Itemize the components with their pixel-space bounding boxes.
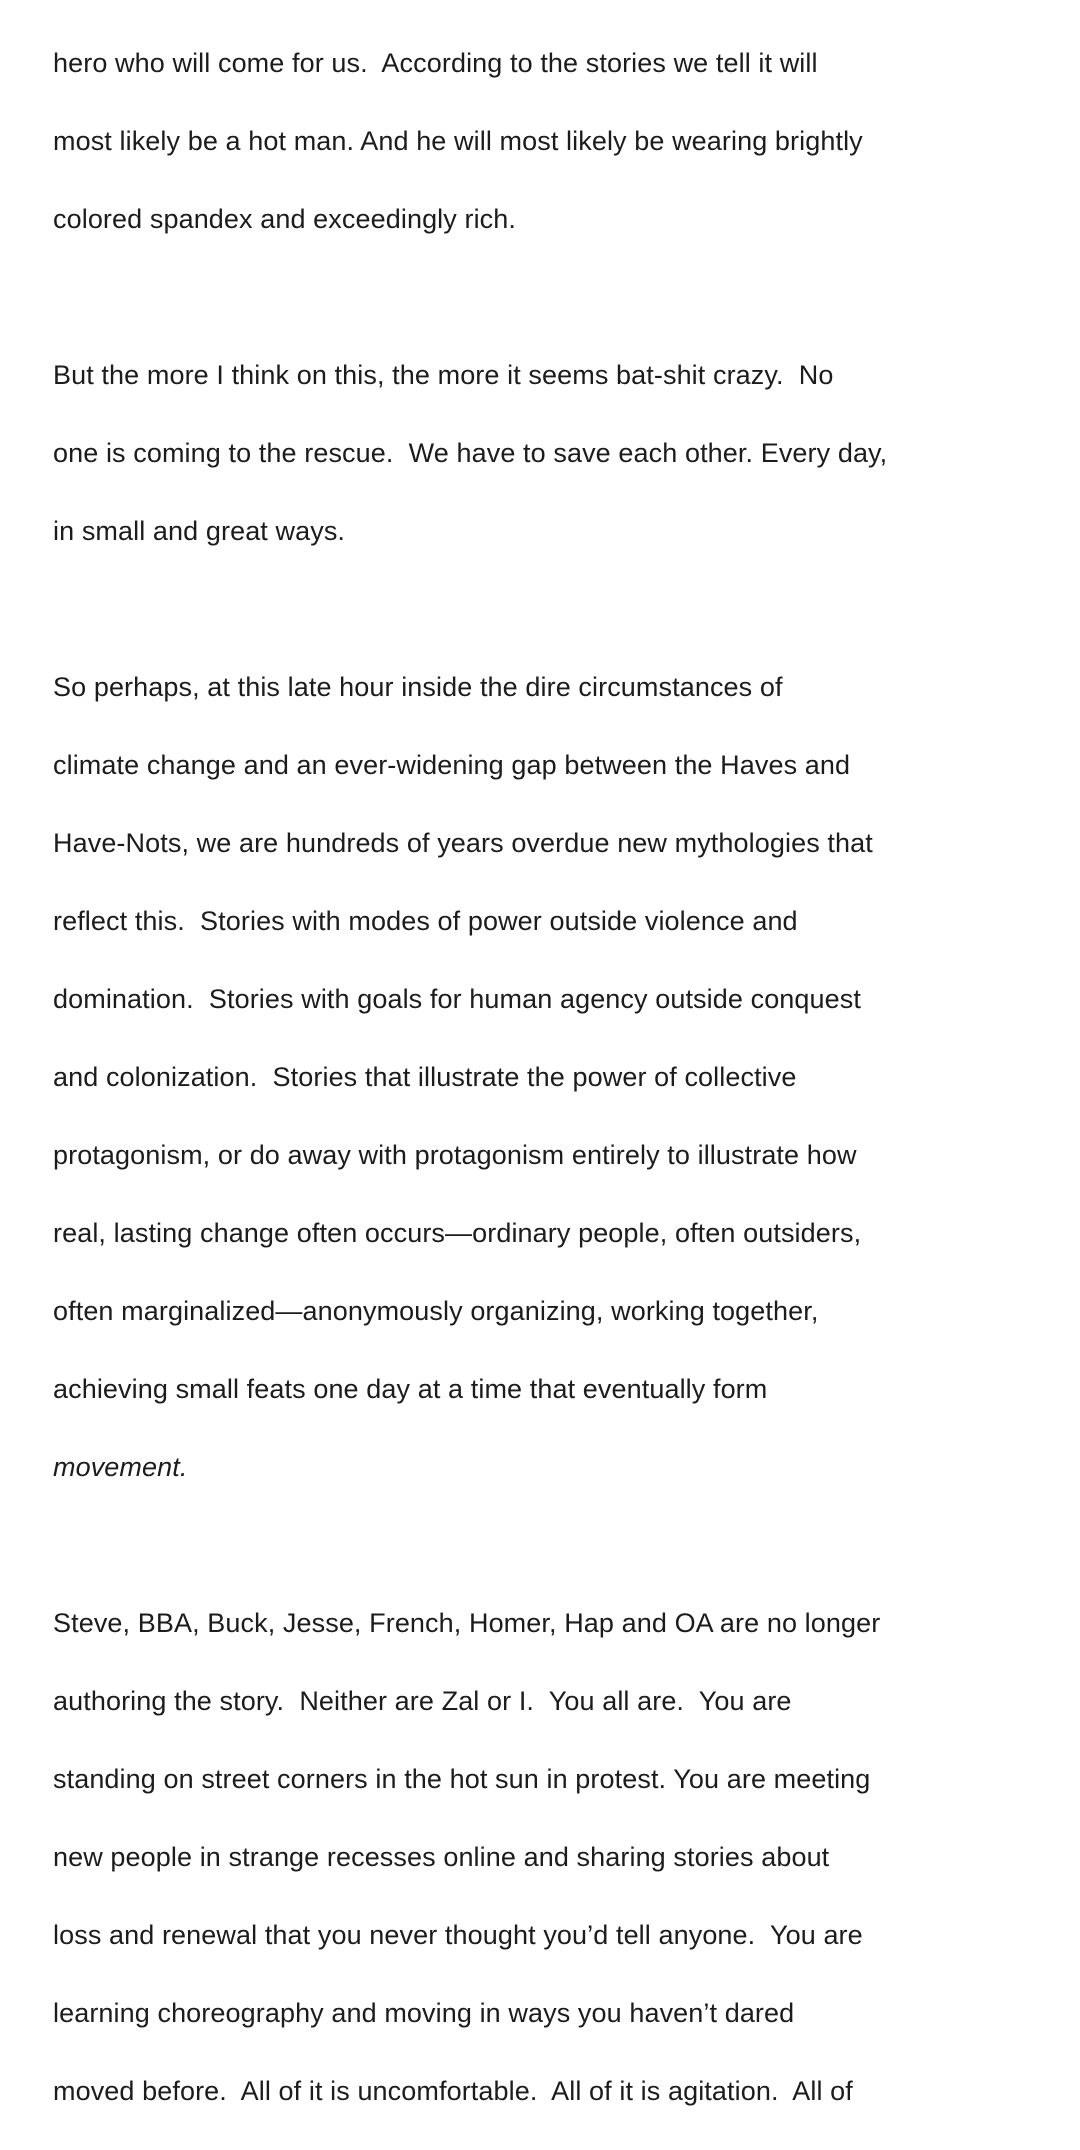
- paragraph-2: [53, 317, 1043, 590]
- text-line: climate change and an ever-widening gap between the Haves and: [53, 750, 851, 780]
- text-line: and colonization. Stories that illustrate the power of collective: [53, 1062, 797, 1092]
- text-line: moved before. All of it is uncomfortable. All of it is agitation. All of: [53, 2076, 853, 2106]
- text-line: protagonism, or do away with protagonism entirely to illustrate how: [53, 1140, 857, 1170]
- text-line: standing on street corners in the hot sun in protest. You are meeting: [53, 1764, 871, 1794]
- body-text: [53, 5, 1043, 2150]
- text-line: loss and renewal that you never thought you’d tell anyone. You are: [53, 1920, 863, 1950]
- paragraph-4: [53, 1565, 1043, 2150]
- text-line: one is coming to the rescue. We have to save each other. Every day,: [53, 438, 888, 468]
- text-line: often marginalized—anonymously organizing, working together,: [53, 1296, 819, 1326]
- text-line: reflect this. Stories with modes of power outside violence and: [53, 906, 798, 936]
- text-line: most likely be a hot man. And he will most likely be wearing brightly: [53, 126, 863, 156]
- paragraph-3: [53, 629, 1043, 1526]
- text-line: So perhaps, at this late hour inside the dire circumstances of: [53, 672, 783, 702]
- text-line: new people in strange recesses online and sharing stories about: [53, 1842, 830, 1872]
- text-line: colored spandex and exceedingly rich.: [53, 204, 516, 234]
- text-line: domination. Stories with goals for human agency outside conquest: [53, 984, 861, 1014]
- text-line: But the more I think on this, the more it seems bat-shit crazy. No: [53, 360, 834, 390]
- text-line: authoring the story. Neither are Zal or I. You all are. You are: [53, 1686, 792, 1716]
- text-line: Steve, BBA, Buck, Jesse, French, Homer, Hap and OA are no longer: [53, 1608, 881, 1638]
- text-line: real, lasting change often occurs—ordinary people, often outsiders,: [53, 1218, 862, 1248]
- text-line: hero who will come for us. According to the stories we tell it will: [53, 48, 818, 78]
- italic-word: movement.: [53, 1452, 188, 1482]
- text-line: Have-Nots, we are hundreds of years overdue new mythologies that: [53, 828, 873, 858]
- text-line: achieving small feats one day at a time that eventually form: [53, 1374, 768, 1404]
- text-line: in small and great ways.: [53, 516, 346, 546]
- paragraph-1: [53, 5, 1043, 278]
- text-line: learning choreography and moving in ways you haven’t dared: [53, 1998, 795, 2028]
